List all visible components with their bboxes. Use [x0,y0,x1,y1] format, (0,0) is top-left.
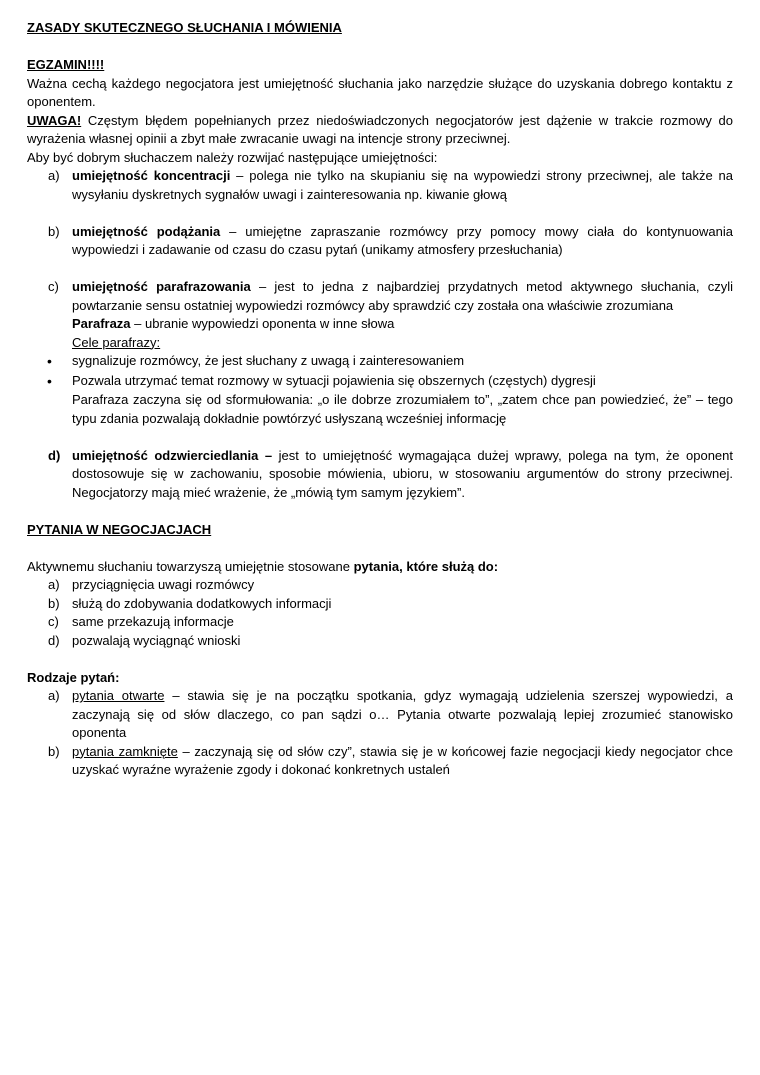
warning-paragraph: UWAGA! Częstym błędem popełnianych przez niedoświadczonych negocjatorów jest dążenie w trakcie rozmowy do wyrażenia własnej opinii a zbyt małe zwracanie uwagi na intencje strony przeciwnej. [27,112,733,146]
skill-term: umiejętność odzwierciedlania – [72,447,273,463]
warning-label: UWAGA! [27,112,82,128]
exam-label: EGZAMIN!!!! [27,57,105,72]
question-type-b: b) pytania zamknięte – zaczynają się od słów czy”, stawia się je w końcowej fazie negocjacji kiedy negocjator chce uzyskać wyraźne wyrażenie zgody i dokonać konkretnych ustaleń [48,743,733,777]
skill-item-c: c) umiejętność parafrazowania – jest to jedna z najbardziej przydatnych metod aktywnego słuchania, czyli powtarzanie sensu ostatniej wypowiedzi rozmówcy aby sprawdzić czy została ona właściwie zrozumiana [48,279,733,313]
bullet-icon [27,352,72,372]
purpose-item: c) same przekazują informacje [48,614,234,629]
skill-term: umiejętność parafrazowania [72,279,251,294]
section-title-questions: PYTANIA W NEGOCJACJACH [27,521,212,537]
bullet-item: • sygnalizuje rozmówcy, że jest słuchany z uwagą i zainteresowaniem [27,352,733,372]
question-type-term: pytania otwarte [72,688,165,703]
purpose-item: d) pozwalają wyciągnąć wnioski [48,632,241,648]
question-type-a: a) pytania otwarte – stawia się je na początku spotkania, gdyz wymagają udzielenia szerszej wypowiedzi, a zaczynają się od słów dlaczego, co pan sądzi o… Pytania otwarte pozwalają lepiej zrozumieć stanowisko oponenta [48,688,733,740]
purpose-item: b) służą do zdobywania dodatkowych informacji [48,595,332,611]
question-types-title: Rodzaje pytań: [27,669,120,685]
question-type-term: pytania zamknięte [72,743,178,759]
skill-item-a: a) umiejętność koncentracji – polega nie tylko na skupianiu się na wypowiedzi strony przeciwnej, ale także na wysyłaniu dyskretnych sygnałów uwagi i zainteresowania np. kiwanie głową [48,168,733,202]
questions-intro: Aktywnemu słuchaniu towarzyszą umiejętnie stosowane pytania, które służą do: [27,558,499,574]
bullet-item: • Pozwala utrzymać temat rozmowy w sytuacji pojawienia się obszernych (częstych) dygresji [27,372,733,392]
skill-term: umiejętność koncentracji [72,168,231,183]
paraphrase-closing: Parafraza zaczyna się od sformułowania: „o ile dobrze zrozumiałem to”, „zatem chce pan powiedzieć, że” – tego typu zdania pozwalają dokładnie powtórzyć usłyszaną wcześniej informację [72,392,733,426]
purpose-item: a) przyciągnięcia uwagi rozmówcy [48,577,255,592]
document-title: ZASADY SKUTECZNEGO SŁUCHANIA I MÓWIENIA [27,20,342,35]
paraphrase-goals-label: Cele parafrazy: [72,334,161,350]
skill-term: umiejętność podążania [72,223,221,239]
paraphrase-definition: Parafraza – ubranie wypowiedzi oponenta w inne słowa [72,316,395,331]
bullet-icon [27,372,72,392]
skill-item-d: d) umiejętność odzwierciedlania – jest to umiejętność wymagająca dużej wprawy, polega na tym, że oponent dostosowuje się w zachowaniu, sposobie mówienia, ubioru, w stosowaniu argumentów do strony przeciwnej. Negocjatorzy mają mieć wrażenie, że „mówią tym samym językiem”. [48,447,733,500]
skill-item-b: b) umiejętność podążania – umiejętne zapraszanie rozmówcy przy pomocy mowy ciała do kontynuowania wypowiedzi i zadawanie od czasu do czasu pytań (unikamy atmosfery przesłuchania) [48,223,733,257]
intro-paragraph: Ważna cechą każdego negocjatora jest umiejętność słuchania jako narzędzie służące do uzyskania dobrego kontaktu z oponentem. [27,75,733,109]
skills-intro: Aby być dobrym słuchaczem należy rozwijać następujące umiejętności: [27,149,438,165]
